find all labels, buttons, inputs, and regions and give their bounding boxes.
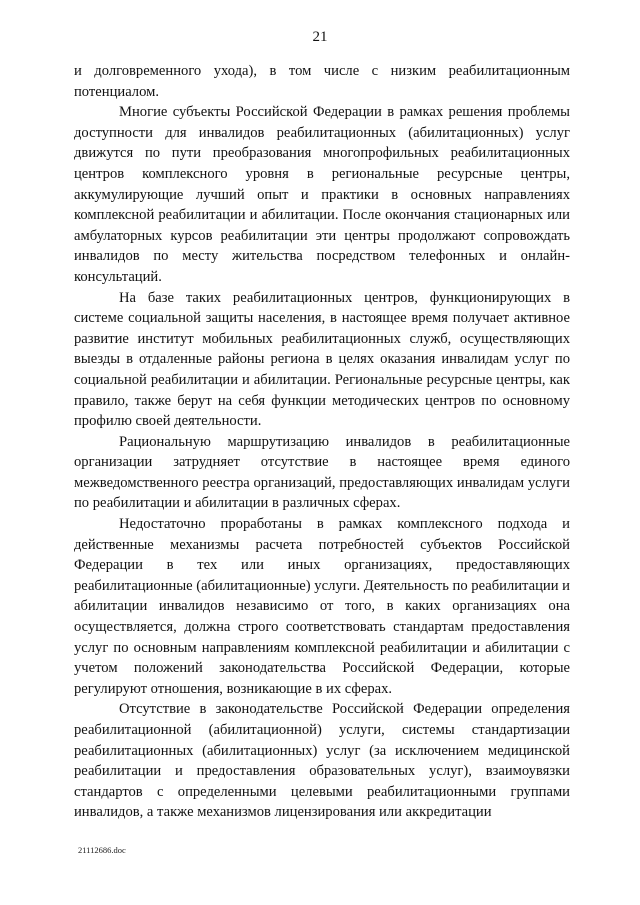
paragraph-needs-calculation: Недостаточно проработаны в рамках комплексного подхода и действенные механизмы расчета потребностей субъектов Российской Федерации в тех или иных организациях, предоставляющих реабилитационные (абилитационные) услуги. Деятельность по реабилитации и абилитации инвалидов независимо от того, в каких организациях она осуществляется, должна строго соответствовать стандартам предоставления услуг по основным направлениям комплексной реабилитации и абилитации с учетом положений законодательства Российской Федерации, которые регулируют отношения, возникающие в их сферах.	[74, 516, 570, 697]
paragraph-continuation: и долговременного ухода), в том числе с низким реабилитационным потенциалом.	[74, 63, 570, 100]
file-name-footer: 21112686.doc	[78, 845, 126, 855]
paragraph-legislation-gaps: Отсутствие в законодательстве Российской Федерации определения реабилитационной (абилитационной) услуги, системы стандартизации реабилитационных (абилитационных) услуг (за исключением медицинской реабилитации и предоставления образовательных услуг), взаимоувязки стандартов с определенными целевыми реабилитационными группами инвалидов, а также механизмов лицензирования или аккредитации	[74, 701, 570, 821]
paragraph-mobile-services: На базе таких реабилитационных центров, функционирующих в системе социальной защиты населения, в настоящее время получает активное развитие институт мобильных реабилитационных служб, осуществляющих выезды в отдаленные районы региона в целях оказания инвалидам услуг по социальной реабилитации и абилитации. Региональные ресурсные центры, как правило, также берут на себя функции методических центров по основному профилю своей деятельности.	[74, 289, 570, 430]
page-number: 21	[312, 29, 328, 45]
paragraph-regional-resource-centers: Многие субъекты Российской Федерации в рамках решения проблемы доступности для инвалидов реабилитационных (абилитационных) услуг движутся по пути преобразования многопрофильных реабилитационных центров комплексного уровня в региональные ресурсные центры, аккумулирующие лучший опыт и практики в основных направлениях комплексной реабилитации и абилитации. После окончания стационарных или амбулаторных курсов реабилитации эти центры продолжают сопровождать инвалидов по месту жительства посредством телефонных и онлайн-консультаций.	[74, 104, 570, 285]
document-body	[74, 61, 570, 823]
paragraph-routing-registry: Рациональную маршрутизацию инвалидов в реабилитационные организации затрудняет отсутствие в настоящее время единого межведомственного реестра организаций, предоставляющих инвалидам услуги по реабилитации и абилитации в различных сферах.	[74, 433, 570, 512]
